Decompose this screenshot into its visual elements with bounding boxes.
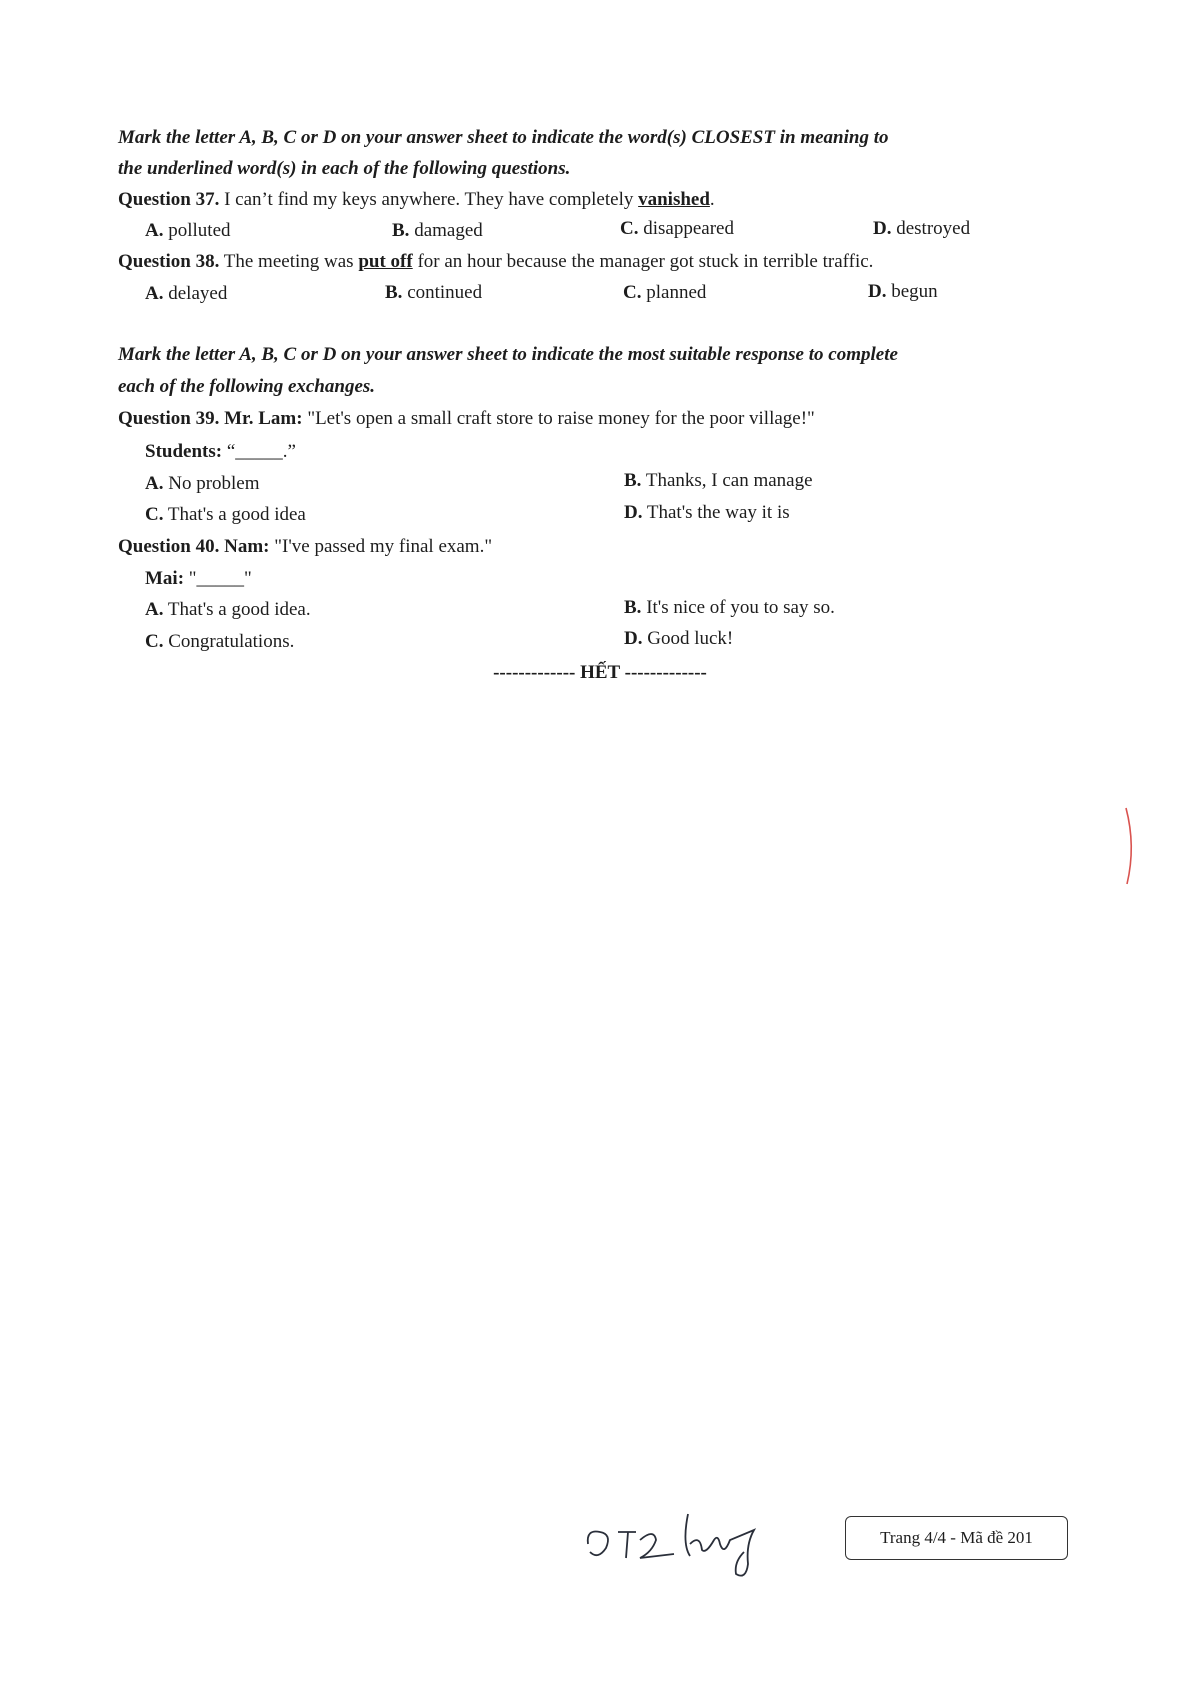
q37-option-c: C. disappeared (620, 218, 734, 239)
q38-option-a: A. delayed (145, 283, 228, 304)
question-37-label: Question 37. (118, 189, 220, 210)
q40-option-a: A. That's a good idea. (145, 599, 311, 620)
question-38-label: Question 38. (118, 251, 220, 272)
q40-option-b: B. It's nice of you to say so. (624, 597, 835, 618)
q37-option-a: A. polluted (145, 220, 231, 241)
question-37 (118, 188, 715, 212)
question-40-speaker: Nam: (219, 536, 270, 557)
question-40-text: "I've passed my final exam." (269, 536, 493, 557)
section2-instruction-line1: Mark the letter A, B, C or D on your answer sheet to indicate the most suitable response to complete (118, 344, 898, 365)
section1-instruction-line1: Mark the letter A, B, C or D on your answer sheet to indicate the word(s) CLOSEST in meaning to (118, 127, 889, 148)
signature-icon (578, 1504, 798, 1584)
question-40 (118, 535, 492, 559)
question-39-speaker: Mr. Lam: (219, 408, 303, 429)
end-marker: ------------- HẾT ------------- (493, 662, 707, 683)
red-pen-mark-icon (1122, 806, 1142, 886)
question-40-reply-label: Mai: (145, 568, 185, 589)
question-37-text-after: . (709, 189, 715, 210)
q37-option-b: B. damaged (392, 220, 483, 241)
question-37-text-before: I can’t find my keys anywhere. They have completely (219, 189, 639, 210)
section2-instruction-line2: each of the following exchanges. (118, 376, 376, 397)
q40-option-c: C. Congratulations. (145, 631, 295, 652)
page-footer: Trang 4/4 - Mã đề 201 (845, 1516, 1068, 1560)
q40-option-d: D. Good luck! (624, 628, 734, 649)
question-38 (118, 250, 873, 274)
question-38-underlined: put off (358, 251, 413, 272)
q39-option-a: A. No problem (145, 473, 260, 494)
q39-option-b: B. Thanks, I can manage (624, 470, 813, 491)
q38-option-d: D. begun (868, 281, 938, 302)
q38-option-b: B. continued (385, 282, 483, 303)
question-39-label: Question 39. (118, 408, 220, 429)
q39-option-c: C. That's a good idea (145, 504, 306, 525)
section1-instruction-line2: the underlined word(s) in each of the following questions. (118, 158, 571, 179)
question-40-label: Question 40. (118, 536, 220, 557)
q38-option-c: C. planned (623, 282, 707, 303)
question-39-reply: Students: “_____.” (145, 441, 296, 462)
question-39-text: "Let's open a small craft store to raise money for the poor village!" (302, 408, 815, 429)
q39-option-d: D. That's the way it is (624, 502, 790, 523)
question-40-reply: Mai: "_____" (145, 568, 252, 589)
question-38-text-after: for an hour because the manager got stuck in terrible traffic. (412, 251, 874, 272)
question-38-text-before: The meeting was (219, 251, 359, 272)
question-37-underlined: vanished (638, 189, 710, 210)
question-39 (118, 407, 815, 431)
question-39-reply-label: Students: (145, 441, 223, 462)
q37-option-d: D. destroyed (873, 218, 971, 239)
